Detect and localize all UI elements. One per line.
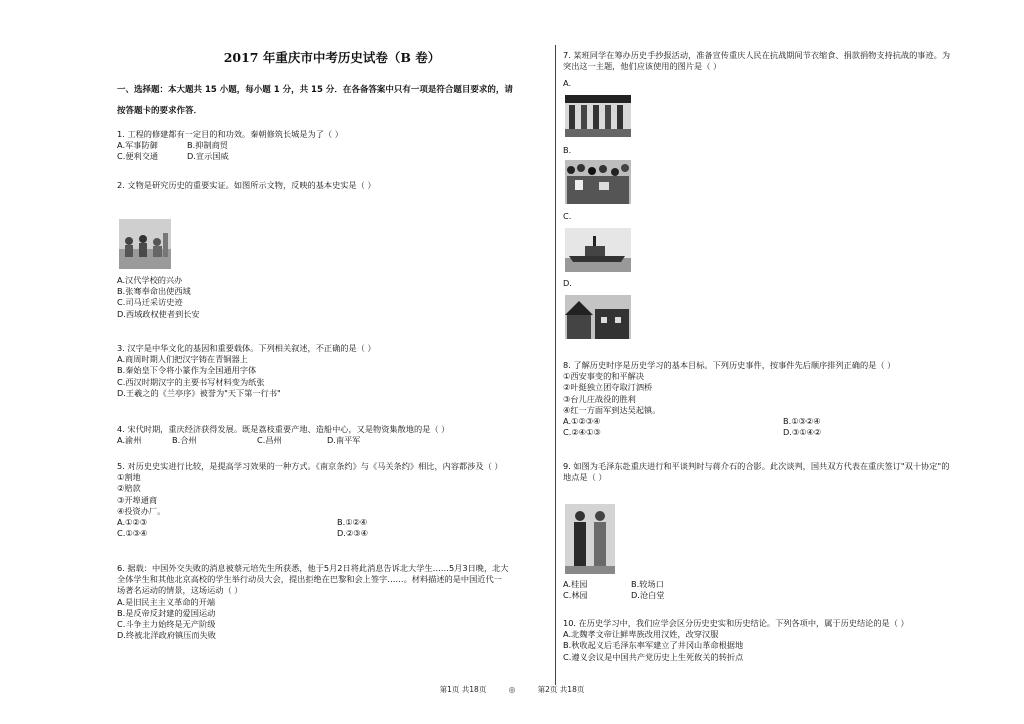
option-c: C.②④①③ bbox=[563, 427, 601, 438]
footer-symbol: ◎ bbox=[508, 685, 516, 694]
question-4 bbox=[117, 424, 547, 446]
question-stem: 5. 对历史史实进行比较，是提高学习效果的一种方式。《南京条约》与《马关条约》相比，内容都涉及（ ） bbox=[117, 461, 503, 471]
question-stem: 1. 工程的修建都有一定目的和功效。秦朝修筑长城是为了（ ） bbox=[117, 129, 343, 139]
option-c: C.遵义会议是中国共产党历史上生死攸关的转折点 bbox=[563, 651, 744, 662]
label-c: C. bbox=[563, 211, 572, 221]
label-b: B. bbox=[563, 145, 572, 155]
option-c: C.①③④ bbox=[117, 528, 148, 539]
question-10 bbox=[563, 618, 993, 663]
page-footer bbox=[0, 684, 1024, 695]
option-d: D.西域政权使者到长安 bbox=[117, 308, 200, 319]
option-a: A.桂园 bbox=[563, 579, 588, 589]
question-stem: 3. 汉字是中华文化的基因和重要载体。下列相关叙述，不正确的是（ ） bbox=[117, 343, 376, 353]
options bbox=[563, 416, 993, 438]
question-stem-line: 7. 某班同学在筹办历史手抄报活动，准备宣传重庆人民在抗战期间节衣缩食、捐款捐物支持抗战的事迹。为 bbox=[563, 50, 951, 60]
option-c: C.西汉时期汉字的主要书写材料变为纸张 bbox=[117, 376, 265, 387]
item-3: ③开埠通商 bbox=[117, 494, 158, 505]
option-d: D.③①④② bbox=[783, 427, 822, 438]
artifact-photo bbox=[119, 219, 171, 269]
question-stem: 4. 宋代时期，重庆经济获得发展。既是荔枝重要产地、造船中心，又是物资集散地的是（ ） bbox=[117, 424, 450, 434]
label-a: A. bbox=[563, 78, 572, 88]
option-a: A.①②③④ bbox=[563, 416, 601, 427]
section-heading bbox=[117, 80, 547, 122]
option-c: C.斗争主力始终是无产阶级 bbox=[117, 619, 216, 630]
page-number-right: 第2页 共18页 bbox=[537, 685, 585, 694]
option-d: D.②③④ bbox=[337, 528, 368, 539]
item-4: ④投资办厂。 bbox=[117, 505, 166, 516]
question-5 bbox=[117, 461, 547, 539]
option-a: A.军事防御 bbox=[117, 140, 158, 151]
option-d: D.宣示国威 bbox=[187, 151, 229, 162]
options bbox=[117, 140, 547, 162]
question-stem: 8. 了解历史时序是历史学习的基本目标。下列历史事件，按事件先后顺序排列正确的是（ ） bbox=[563, 360, 896, 370]
item-1: ①西安事变的和平解决 bbox=[563, 371, 645, 382]
option-d: D.南平军 bbox=[327, 435, 361, 446]
options bbox=[117, 435, 547, 446]
option-a: A.商周时期人们把汉字铸在青铜器上 bbox=[117, 354, 248, 365]
question-stem-line: 全体学生和其他北京高校的学生举行动员大会，提出拒绝在巴黎和会上签字……。材料描述的是中国近代一 bbox=[117, 574, 502, 585]
photo-c bbox=[565, 228, 631, 272]
photo-b bbox=[565, 160, 631, 204]
option-c: C.林园 bbox=[563, 590, 588, 601]
question-2 bbox=[117, 180, 547, 191]
photo-a bbox=[565, 95, 631, 137]
item-1: ①割地 bbox=[117, 472, 141, 483]
item-4: ④红一方面军到达吴起镇。 bbox=[563, 404, 661, 415]
option-b: B.是反帝反封建的爱国运动 bbox=[117, 607, 216, 618]
question-8 bbox=[563, 360, 993, 438]
page-number-left: 第1页 共18页 bbox=[439, 685, 487, 694]
question-7 bbox=[563, 50, 993, 72]
option-b: B.较场口 bbox=[631, 579, 664, 589]
question-stem-line: 9. 如图为毛泽东赴重庆进行和平谈判时与蒋介石的合影。此次谈判，国共双方代表在重庆签订"双十协定"的 bbox=[563, 461, 950, 471]
option-b: B.合州 bbox=[172, 435, 197, 446]
option-c: C.昌州 bbox=[257, 435, 282, 446]
option-a: A.是旧民主主义革命的开端 bbox=[117, 596, 216, 607]
label-d: D. bbox=[563, 278, 572, 288]
photo-negotiation bbox=[565, 504, 615, 574]
option-d: D.沧白堂 bbox=[631, 590, 665, 601]
question-1 bbox=[117, 129, 547, 163]
option-a: A.渝州 bbox=[117, 435, 142, 446]
option-c: C.便利交通 bbox=[117, 151, 159, 162]
option-c: C.司马迁采访史迹 bbox=[117, 297, 183, 308]
question-stem-line: 6. 据载：中国外交失败的消息被蔡元培先生所获悉，他于5月2日将此消息告诉北大学生……5月3日晚，北大 bbox=[117, 563, 509, 573]
item-2: ②赔款 bbox=[117, 483, 141, 494]
option-b: B.①③②④ bbox=[783, 416, 821, 427]
option-d: D.王羲之的《兰亭序》被誉为"天下第一行书" bbox=[117, 387, 281, 398]
option-a: A.北魏孝文帝让鲜卑族改用汉姓，改穿汉服 bbox=[563, 629, 719, 640]
option-b: B.①②④ bbox=[337, 517, 368, 528]
options bbox=[117, 517, 547, 539]
item-3: ③台儿庄战役的胜利 bbox=[563, 393, 636, 404]
option-b: B.秋收起义后毛泽东率军建立了井冈山革命根据地 bbox=[563, 640, 744, 651]
option-a: A.①②③ bbox=[117, 517, 148, 528]
photo-d bbox=[565, 295, 631, 339]
section-heading-line2: 按答题卡的要求作答． bbox=[117, 106, 203, 116]
question-stem: 10. 在历史学习中，我们应学会区分历史史实和历史结论。下列各项中，属于历史结论的是（ ） bbox=[563, 618, 909, 628]
question-stem: 2. 文物是研究历史的重要实证。如图所示文物，反映的基本史实是（ ） bbox=[117, 180, 376, 190]
question-2-options bbox=[117, 275, 547, 320]
question-3 bbox=[117, 343, 547, 399]
option-b: B.秦始皇下令将小篆作为全国通用字体 bbox=[117, 365, 257, 376]
question-stem-line: 场著名运动的情景，这场运动（ ） bbox=[117, 585, 243, 596]
option-b: B.张骞奉命出使西域 bbox=[117, 286, 191, 297]
question-6 bbox=[117, 563, 547, 641]
option-b: B.抑制商贸 bbox=[187, 140, 228, 151]
option-d: D.终被北洋政府镇压而失败 bbox=[117, 630, 216, 641]
question-stem-line: 突出这一主题，他们应该使用的图片是（ ） bbox=[563, 61, 722, 72]
section-heading-line1: 一、选择题：本大题共 15 小题，每小题 1 分，共 15 分．在各备答案中只有一项是符合题目要求的，请 bbox=[117, 85, 513, 95]
question-stem-line: 地点是（ ） bbox=[563, 472, 607, 483]
question-9-options bbox=[563, 579, 993, 601]
column-divider bbox=[555, 45, 556, 685]
exam-title: 2017 年重庆市中考历史试卷（B 卷） bbox=[223, 50, 441, 65]
option-a: A.汉代学校的兴办 bbox=[117, 275, 183, 285]
item-2: ②叶挺独立团夺取汀泗桥 bbox=[563, 382, 653, 393]
question-9 bbox=[563, 461, 993, 483]
